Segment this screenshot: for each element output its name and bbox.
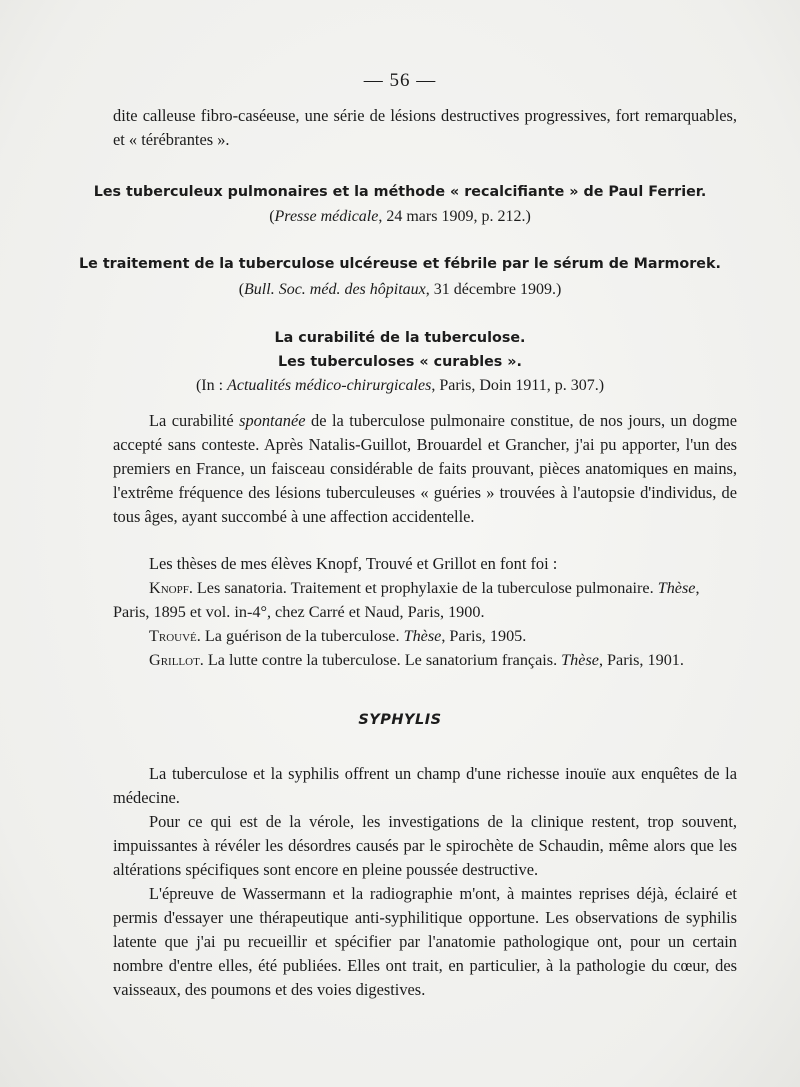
entry-title-marmorek: Le traitement de la tuberculose ulcéreuse et fébrile par le sérum de Marmorek.	[79, 256, 721, 272]
curabilite-paragraph: La curabilité spontanée de la tuberculose pulmonaire constitue, de nos jours, un dogme accepté sans conteste. Après Natalis-Guillot, Brouardel et Grancher, j'ai pu apporter, l'un des premiers en France, un faisceau considérable de faits prouvant, pièces anatomiques en mains, l'extrême fréquence des lésions tuberculeuses « guéries » trouvées à l'autopsie d'individus, de tous âges, ayant succombé à une affection accidentelle.	[113, 411, 737, 526]
syphilis-paragraph-1: La tuberculose et la syphilis offrent un champ d'une richesse inouïe aux enquêtes de la médecine.	[113, 764, 737, 807]
entry-title-curabilite-line2: Les tuberculoses « curables ».	[278, 354, 522, 370]
thesis-trouve: Trouvé. La guérison de la tuberculose. Thèse, Paris, 1905.	[149, 627, 527, 645]
entry-reference-ferrier: (Presse médicale, 24 mars 1909, p. 212.)	[269, 208, 531, 225]
syphilis-paragraph-2: Pour ce qui est de la vérole, les investigations de la clinique restent, trop souvent, impuissantes à révéler les désordres causés par le spirochète de Schaudin, même alors que les altérations spécifiques sont encore en pleine poussée destructive.	[113, 812, 737, 879]
entry-reference-marmorek: (Bull. Soc. méd. des hôpitaux, 31 décembre 1909.)	[238, 281, 562, 298]
section-title: SYPHYLIS	[358, 712, 442, 728]
page-number: — 56 —	[363, 70, 437, 91]
syphilis-paragraph-3: L'épreuve de Wassermann et la radiographie m'ont, à maintes reprises déjà, éclairé et permis d'essayer une thérapeutique anti-syphilitique opportune. Les observations de syphilis latente que j'ai pu recueillir et spécifier par l'anatomie pathologique ont, pour un certain nombre d'entre elles, été publiées. Elles ont trait, en particulier, à la pathologie du cœur, des vaisseaux, des poumons et des voies digestives.	[113, 884, 737, 999]
theses-intro: Les thèses de mes élèves Knopf, Trouvé et Grillot en font foi :	[149, 554, 558, 573]
entry-title-ferrier: Les tuberculeux pulmonaires et la méthode « recalcifiante » de Paul Ferrier.	[93, 184, 707, 200]
continuation-paragraph: dite calleuse fibro-caséeuse, une série de lésions destructives progressives, fort remarquables, et « térébrantes ».	[113, 106, 737, 149]
thesis-grillot: Grillot. La lutte contre la tuberculose. Le sanatorium français. Thèse, Paris, 1901.	[149, 651, 684, 669]
thesis-knopf: Knopf. Les sanatoria. Traitement et prophylaxie de la tuberculose pulmonaire. Thèse, Paris, 1895 et vol. in-4°, chez Carré et Naud, Paris, 1900.	[113, 579, 700, 621]
entry-title-curabilite-line1: La curabilité de la tuberculose.	[274, 330, 526, 346]
entry-reference-curabilite: (In : Actualités médico-chirurgicales, Paris, Doin 1911, p. 307.)	[195, 377, 605, 394]
